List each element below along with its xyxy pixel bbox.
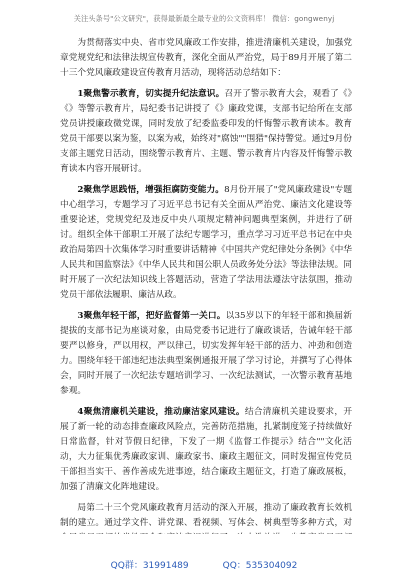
paragraph-heading: 2聚焦学思践悟，增强拒腐防变能力。: [77, 185, 225, 195]
paragraph-intro: [60, 36, 352, 81]
paragraph-text: 结合清廉机关建设要求，开展了新一轮的动态排查廉政风险点，完善防范措施，扎紧制度笼子持续做好日常监督，针对节假日纪律，下发了一期《监督工作提示》结合""文化活动，大力征集优秀廉政家训、廉政家书、廉政主题征文，同时发掘宣传党员干部担当实干、善作善成先进事迹，结合廉政主题征文，打造了廉政展板，加强了清廉文化阵地建设。: [60, 407, 352, 492]
paragraph-section-2: [60, 183, 352, 303]
page-footer: [0, 558, 408, 571]
paragraph-text: 8月份开展了"党风廉政建设"专题中心组学习，专题学习了习近平总书记有关全面从严治党、廉洁文化建设等重要论述，党规党纪及违反中央八项规定精神问题典型案例，并进行了研讨。组织全体干部职工开展了法纪专题学习，重点学习习近平总书记在中央政治局第四十次集体学习时重要讲话精神《中国共产党纪律处分条例》《中华人民共和国监察法》《中华人民共和国公职人员政务处分法》等法律法规。同时开展了一次纪法知识线上答题活动，营造了学法用法遵法守法氛围，推动党员干部依法履职、廉洁从政。: [60, 185, 352, 300]
page-header: [0, 14, 408, 24]
paragraph-section-4: [60, 405, 352, 495]
document-body: [60, 36, 352, 534]
paragraph-text: 召开了警示教育大会，观看了《》《》等警示教育片，局纪委书记讲授了《》廉政党课，支部书记给所在支部党员讲授廉政微党课，同时发放了纪委监委印发的忏悔警示教育读本。教育党员干部要以案为鉴，以案为戒，始终对"腐蚀""围猎"保持警觉。通过9月份支部主题党日活动，围绕警示教育片、主题、警示教育片内容及忏悔警示教育读本内容开展研讨。: [60, 89, 352, 174]
paragraph-heading: 1聚焦警示教育，切实提升纪法意识。: [77, 89, 225, 99]
qq-contact: QQ：535304092: [222, 561, 298, 571]
paragraph-section-3: [60, 309, 352, 399]
paragraph-section-1: [60, 87, 352, 177]
paragraph-summary: [60, 501, 352, 534]
qq-group-contact: QQ群：31991489: [110, 561, 189, 571]
paragraph-heading: 4聚焦清廉机关建设，推动廉洁家风建设。: [77, 407, 245, 417]
paragraph-text: 为贯彻落实中央、省市党风廉政工作安排，推进清廉机关建设，加强党章党规党纪和法律法规宣传教育，深化全面从严治党，局于89月开展了第二十三个党风廉政建设宣传教育月活动，现将活动总结如下：: [60, 38, 352, 78]
header-promo-text: 关注头条号"公文研究"，获得最新最全最专业的公文资料库！ 微信：gongwenyj: [73, 14, 335, 23]
paragraph-text: 以35岁以下的年轻干部和换届新提拔的支部书记为座谈对象，由局党委书记进行了廉政谈话，告诫年轻干部要严以修身，严以用权，严以律己，切实发挥年轻干部的活力、冲劲和创造力。围绕年轻干部违纪违法典型案例通报开展了学习讨论，并撰写了心得体会，同时开展了一次纪法专题培训学习、一次纪法测试，一次警示教育基地参观。: [60, 311, 352, 396]
paragraph-text: 局第二十三个党风廉政教育月活动的深入开展，推动了廉政教育长效机制的建立。通过学文件、讲党课、看视频、写体会、树典型等多种方式，对: [60, 503, 352, 528]
paragraph-heading: 3聚焦年轻干部，把好监督第一关口。: [77, 311, 226, 321]
